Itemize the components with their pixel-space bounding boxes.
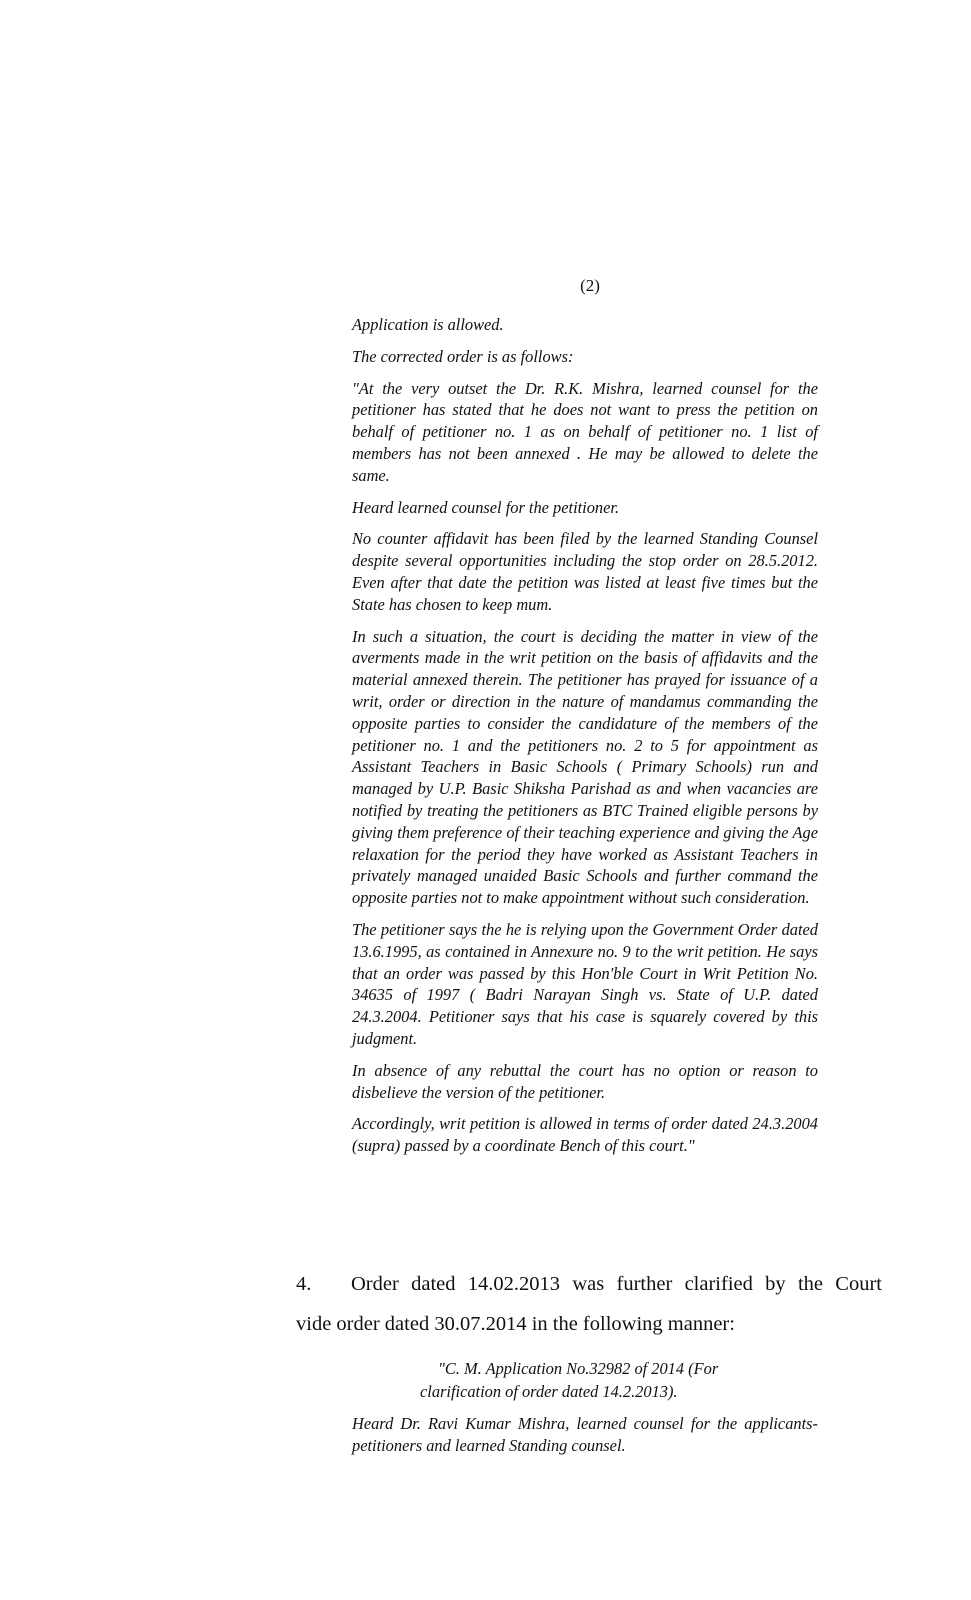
paragraph-4-first-line <box>296 1264 882 1304</box>
quoted-paragraph: No counter affidavit has been filed by the learned Standing Counsel despite several opportunities including the stop order on 28.5.2012. Even after that date the petition was listed at least five times but the State has chosen to keep mum. <box>352 529 818 614</box>
paragraph-4-line2: vide order dated 30.07.2014 in the following manner: <box>296 1313 735 1335</box>
paragraph-4 <box>296 1264 882 1344</box>
clarification-line1: "C. M. Application No.32982 of 2014 (For <box>438 1359 719 1378</box>
clarification-heard: Heard Dr. Ravi Kumar Mishra, learned counsel for the applicants-petitioners and learned Standing counsel. <box>352 1414 818 1455</box>
paragraph-4-line1: Order dated 14.02.2013 was further clarified by the Court <box>351 1273 882 1295</box>
clarification-line2: clarification of order dated 14.2.2013). <box>420 1382 678 1401</box>
page-number: (2) <box>580 276 600 295</box>
quoted-paragraph: Heard learned counsel for the petitioner. <box>352 497 620 517</box>
quoted-paragraph: The corrected order is as follows: <box>352 346 574 366</box>
clarification-heading <box>420 1357 800 1403</box>
quoted-paragraph: The petitioner says the he is relying upon the Government Order dated 13.6.1995, as contained in Annexure no. 9 to the writ petition. He says that an order was passed by this Hon'ble Court in Writ Petition No. 34635 of 1997 ( Badri Narayan Singh vs. State of U.P. dated 24.3.2004. Petitioner says that his case is squarely covered by this judgment. <box>352 919 818 1048</box>
paragraph-number: 4. <box>296 1273 312 1295</box>
quoted-paragraph: Accordingly, writ petition is allowed in terms of order dated 24.3.2004 (supra) passed by a coordinate Bench of this court." <box>352 1114 818 1156</box>
quoted-paragraph: In such a situation, the court is deciding the matter in view of the averments made in the writ petition on the basis of affidavits and the material annexed therein. The petitioner has prayed for issuance of a writ, order or direction in the nature of mandamus commanding the opposite parties to consider the candidature of the members of the petitioner no. 1 and the petitioners no. 2 to 5 for appointment as Assistant Teachers in Basic Schools ( Primary Schools) run and managed by U.P. Basic Shiksha Parishad as and when vacancies are notified by treating the petitioners as BTC Trained eligible persons by giving them preference of their teaching experience and giving the Age relaxation for the period they have worked as Assistant Teachers in privately managed unaided Basic Schools and further command the opposite parties not to make appointment without such consideration. <box>352 626 818 908</box>
quoted-order-block <box>352 314 818 1167</box>
clarification-heard-block <box>352 1413 818 1457</box>
quoted-paragraph: Application is allowed. <box>352 315 504 334</box>
quoted-paragraph: In absence of any rebuttal the court has no option or reason to disbelieve the version of the petitioner. <box>352 1060 818 1102</box>
quoted-paragraph: "At the very outset the Dr. R.K. Mishra, learned counsel for the petitioner has stated that he does not want to press the petition on behalf of petitioner no. 1 as on behalf of petitioner no. 1 list of members has not been annexed . He may be allowed to delete the same. <box>352 378 818 485</box>
